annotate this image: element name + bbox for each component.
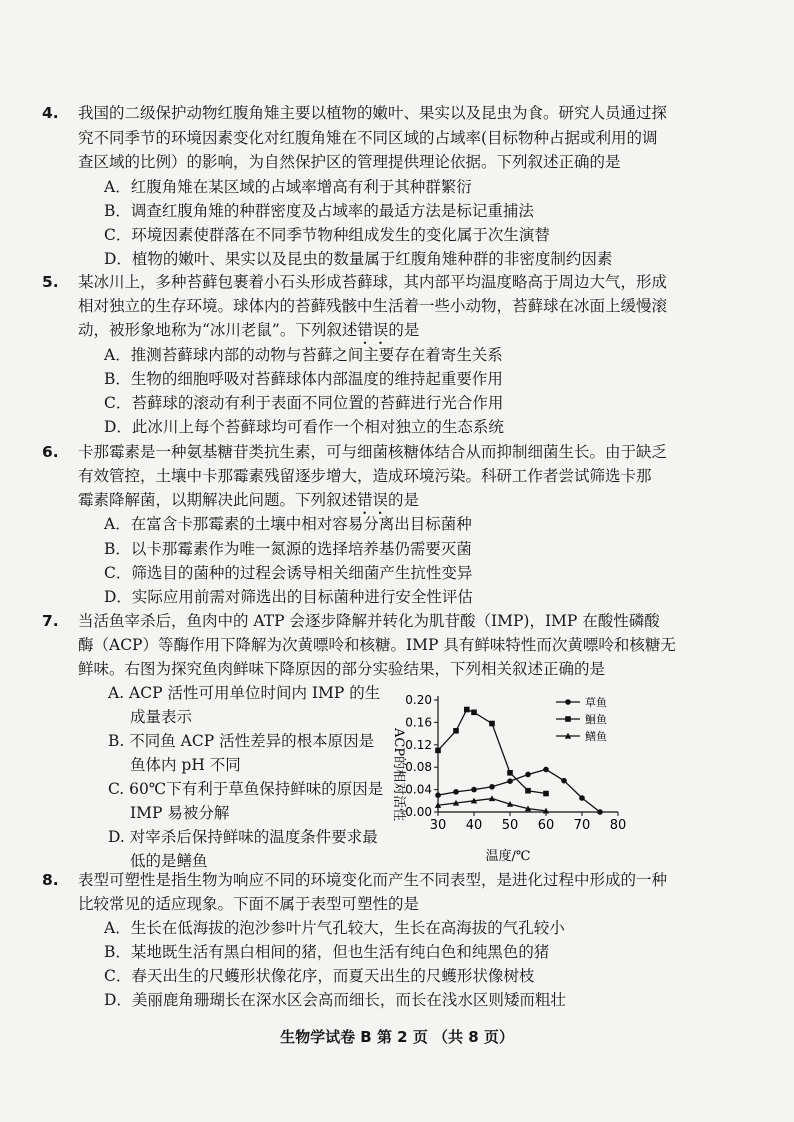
x-tick-label: 60 bbox=[537, 818, 555, 833]
question-7-stem-line-2: 酶（ACP）等酶作用下降解为次黄嘌呤和核糖。IMP 具有鲜味特性而次黄嘌呤和核糖无 bbox=[78, 636, 676, 654]
question-4-number: 4. bbox=[42, 104, 59, 122]
question-6-option-d: D．实际应用前需对筛选出的目标菌种进行安全性评估 bbox=[104, 588, 473, 606]
page-footer: 生物学试卷 B 第 2 页 （共 8 页） bbox=[280, 1028, 514, 1046]
question-7-option-d-line-1: D. 对宰杀后保持鲜味的温度条件要求最 bbox=[108, 828, 378, 846]
data-point bbox=[565, 716, 571, 722]
series-line bbox=[438, 769, 600, 812]
data-point bbox=[464, 707, 470, 713]
emphasis-word: 错误 bbox=[357, 491, 389, 509]
question-6-option-b: B．以卡那霉素作为唯一氮源的选择培养基仍需要灭菌 bbox=[104, 540, 472, 558]
y-tick-label: 0.00 bbox=[405, 805, 432, 819]
question-6-number: 6. bbox=[42, 443, 59, 461]
legend-entry bbox=[556, 730, 607, 743]
question-7-option-a-line-1: A. ACP 活性可用单位时间内 IMP 的生 bbox=[108, 684, 381, 702]
legend-entry bbox=[556, 695, 607, 709]
question-8-option-a: A．生长在低海拔的泡沙参叶片气孔较大，生长在高海拔的气孔较小 bbox=[104, 919, 565, 937]
question-6-option-a: A．在富含卡那霉素的土壤中相对容易分离出目标菌种 bbox=[104, 515, 472, 533]
question-5-stem-line-2: 相对独立的生存环境。球体内的苔藓残骸中生活着一些小动物，苔藓球在冰面上缓慢滚 bbox=[78, 297, 668, 315]
y-tick-label: 0.12 bbox=[405, 737, 432, 752]
legend-label: 草鱼 bbox=[585, 696, 607, 709]
question-6-stem-line-1: 卡那霉素是一种氨基糖苷类抗生素，可与细菌核糖体结合从而抑制细菌生长。由于缺乏 bbox=[78, 443, 668, 461]
y-tick-label: 0.08 bbox=[405, 760, 432, 775]
question-7-stem-line-3: 鲜味。右图为探究鱼肉鲜味下降原因的部分实验结果，下列相关叙述正确的是 bbox=[78, 660, 606, 678]
question-6-stem-line-3: 霉素降解菌，以期解决此问题。下列叙述错误的是 bbox=[78, 491, 420, 509]
data-point bbox=[489, 721, 495, 727]
data-point bbox=[507, 778, 513, 784]
y-axis-label: ACP的相对活性 bbox=[391, 728, 406, 822]
question-7-option-d-line-2: 低的是鳝鱼 bbox=[130, 852, 208, 870]
question-6-option-c: C．筛选目的菌种的过程会诱导相关细菌产生抗性变异 bbox=[104, 564, 473, 582]
question-6-stem-line-2: 有效管控，土壤中卡那霉素残留逐步增大，造成环境污染。科研工作者尝试筛选卡那 bbox=[78, 467, 652, 485]
question-7-number: 7. bbox=[42, 612, 59, 630]
question-4-option-c: C．环境因素使群落在不同季节物种组成发生的变化属于次生演替 bbox=[104, 226, 550, 244]
question-5-option-b: B．生物的细胞呼吸对苔藓球体内部温度的维持起重要作用 bbox=[104, 370, 503, 388]
question-5-stem-line-3: 动，被形象地称为“冰川老鼠”。下列叙述错误的是 bbox=[78, 321, 420, 339]
y-tick-label: 0.04 bbox=[405, 782, 432, 797]
question-7-option-a-line-2: 成量表示 bbox=[130, 708, 193, 726]
series-1 bbox=[435, 707, 549, 797]
question-7-option-c-line-2: IMP 易被分解 bbox=[130, 804, 230, 822]
data-point bbox=[597, 809, 603, 815]
question-8-stem-line-2: 比较常见的适应现象。下面不属于表型可塑性的是 bbox=[78, 895, 420, 913]
question-7-option-c-line-1: C. 60℃下有利于草鱼保持鲜味的原因是 bbox=[108, 780, 384, 798]
data-point bbox=[471, 710, 477, 716]
legend-label: 鳝鱼 bbox=[585, 730, 607, 743]
data-point bbox=[561, 778, 567, 784]
data-point bbox=[525, 788, 531, 794]
series-0 bbox=[435, 767, 603, 815]
data-point bbox=[565, 699, 571, 705]
data-point bbox=[525, 772, 531, 778]
question-5-number: 5. bbox=[42, 273, 59, 291]
data-point bbox=[489, 784, 495, 790]
question-7-stem-line-1: 当活鱼宰杀后，鱼肉中的 ATP 会逐步降解并转化为肌苷酸（IMP)，IMP 在酸性磷酸 bbox=[78, 612, 660, 630]
question-7-option-b-line-1: B. 不同鱼 ACP 活性差异的根本原因是 bbox=[108, 732, 375, 750]
question-4-stem-line-2: 究不同季节的环境因素变化对红腹角雉在不同区域的占域率(目标物种占据或利用的调 bbox=[78, 129, 658, 147]
data-point bbox=[579, 795, 585, 801]
data-point bbox=[435, 792, 441, 798]
chart-legend bbox=[556, 695, 607, 743]
x-tick-label: 40 bbox=[465, 818, 483, 833]
question-5-stem-line-1: 某冰川上，多种苔藓包裹着小石头形成苔藓球，其内部平均温度略高于周边大气，形成 bbox=[78, 273, 668, 291]
x-tick-label: 30 bbox=[429, 818, 447, 833]
x-tick-label: 80 bbox=[609, 818, 627, 833]
legend-label: 鮰鱼 bbox=[585, 713, 607, 726]
acp-activity-chart bbox=[380, 688, 640, 866]
chart-series bbox=[435, 707, 603, 815]
data-point bbox=[453, 728, 459, 734]
legend-entry bbox=[556, 713, 607, 726]
data-point bbox=[435, 748, 441, 754]
y-tick-label: 0.20 bbox=[405, 693, 432, 707]
x-tick-label: 50 bbox=[501, 818, 519, 833]
question-5-option-a: A．推测苔藓球内部的动物与苔藓之间主要存在着寄生关系 bbox=[104, 346, 503, 364]
emphasis-word: 错误 bbox=[357, 321, 389, 339]
question-8-option-c: C．春天出生的尺蠖形状像花序，而夏天出生的尺蠖形状像树枝 bbox=[104, 967, 535, 985]
question-8-option-d: D．美丽鹿角珊瑚长在深水区会高而细长，而长在浅水区则矮而粗壮 bbox=[104, 991, 566, 1009]
question-5-option-d: D．此冰川上每个苔藓球均可看作一个相对独立的生态系统 bbox=[104, 418, 504, 436]
x-axis-label: 温度/℃ bbox=[485, 849, 531, 864]
data-point bbox=[453, 789, 459, 795]
question-8-option-b: B．某地既生活有黑白相间的猪，但也生活有纯白色和纯黑色的猪 bbox=[104, 943, 550, 961]
data-point bbox=[543, 791, 549, 797]
question-8-stem-line-1: 表型可塑性是指生物为响应不同的环境变化而产生不同表型，是进化过程中形成的一种 bbox=[78, 871, 668, 889]
question-4-option-b: B．调查红腹角雉的种群密度及占域率的最适方法是标记重捕法 bbox=[104, 202, 534, 220]
data-point bbox=[471, 787, 477, 793]
series-2 bbox=[435, 795, 549, 813]
question-4-stem-line-3: 查区域的比例）的影响，为自然保护区的管理提供理论依据。下列叙述正确的是 bbox=[78, 153, 621, 171]
data-point bbox=[507, 770, 513, 776]
x-tick-label: 70 bbox=[573, 818, 591, 833]
question-4-option-d: D．植物的嫩叶、果实以及昆虫的数量属于红腹角雉种群的非密度制约因素 bbox=[104, 250, 613, 268]
question-4-option-a: A．红腹角雉在某区域的占域率增高有利于其种群繁衍 bbox=[104, 178, 472, 196]
question-8-number: 8. bbox=[42, 871, 59, 889]
y-tick-label: 0.16 bbox=[405, 715, 432, 730]
question-7-option-b-line-2: 鱼体内 pH 不同 bbox=[130, 756, 241, 774]
question-5-option-c: C．苔藓球的滚动有利于表面不同位置的苔藓进行光合作用 bbox=[104, 394, 504, 412]
data-point bbox=[543, 767, 549, 773]
question-4-stem-line-1: 我国的二级保护动物红腹角雉主要以植物的嫩叶、果实以及昆虫为食。研究人员通过探 bbox=[78, 104, 668, 122]
